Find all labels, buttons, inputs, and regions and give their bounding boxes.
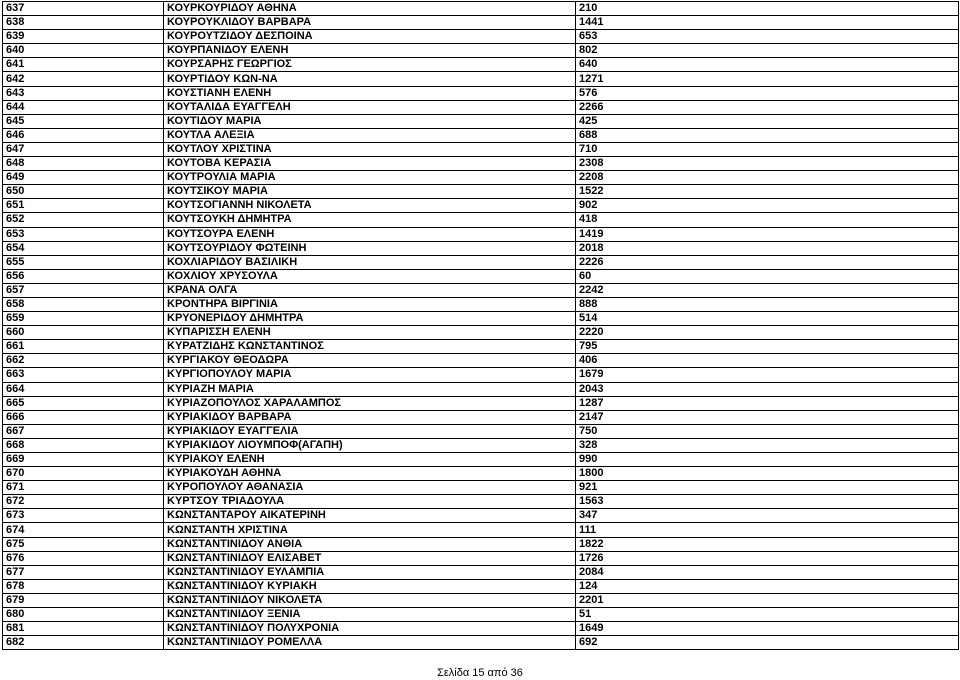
row-value-cell: 2147 bbox=[576, 410, 959, 424]
row-value-cell: 425 bbox=[576, 114, 959, 128]
table-row bbox=[3, 551, 959, 565]
row-value-cell: 1563 bbox=[576, 495, 959, 509]
row-name-cell: ΚΟΥΤΑΛΙΔΑ ΕΥΑΓΓΕΛΗ bbox=[164, 100, 576, 114]
row-number-cell: 682 bbox=[3, 636, 164, 650]
row-value-cell: 1679 bbox=[576, 368, 959, 382]
row-value-cell: 990 bbox=[576, 453, 959, 467]
row-value-cell: 210 bbox=[576, 2, 959, 16]
row-value-cell: 328 bbox=[576, 438, 959, 452]
row-value-cell: 406 bbox=[576, 354, 959, 368]
row-value-cell: 2308 bbox=[576, 157, 959, 171]
row-name-cell: ΚΩΝΣΤΑΝΤΙΝΙΔΟΥ ΞΕΝΙΑ bbox=[164, 608, 576, 622]
table-row bbox=[3, 579, 959, 593]
row-value-cell: 111 bbox=[576, 523, 959, 537]
row-value-cell: 51 bbox=[576, 608, 959, 622]
row-name-cell: ΚΟΥΤΛΑ ΑΛΕΞΙΑ bbox=[164, 128, 576, 142]
row-value-cell: 1726 bbox=[576, 551, 959, 565]
row-name-cell: ΚΥΡΑΤΖΙΔΗΣ ΚΩΝΣΤΑΝΤΙΝΟΣ bbox=[164, 340, 576, 354]
row-name-cell: ΚΡΟΝΤΗΡΑ ΒΙΡΓΙΝΙΑ bbox=[164, 297, 576, 311]
row-value-cell: 921 bbox=[576, 481, 959, 495]
table-row bbox=[3, 438, 959, 452]
row-number-cell: 663 bbox=[3, 368, 164, 382]
row-number-cell: 681 bbox=[3, 622, 164, 636]
row-name-cell: ΚΥΡΙΑΚΟΥΔΗ ΑΘΗΝΑ bbox=[164, 467, 576, 481]
row-number-cell: 672 bbox=[3, 495, 164, 509]
table-row bbox=[3, 453, 959, 467]
row-name-cell: ΚΟΥΤΣΟΥΚΗ ΔΗΜΗΤΡΑ bbox=[164, 213, 576, 227]
table-row bbox=[3, 86, 959, 100]
row-value-cell: 1649 bbox=[576, 622, 959, 636]
table-row bbox=[3, 636, 959, 650]
row-name-cell: ΚΥΡΙΑΚΙΔΟΥ ΛΙΟΥΜΠΟΦ(ΑΓΑΠΗ) bbox=[164, 438, 576, 452]
row-name-cell: ΚΟΥΤΣΟΓΙΑΝΝΗ ΝΙΚΟΛΕΤΑ bbox=[164, 199, 576, 213]
table-row bbox=[3, 241, 959, 255]
row-number-cell: 655 bbox=[3, 255, 164, 269]
row-value-cell: 1419 bbox=[576, 227, 959, 241]
row-name-cell: ΚΥΡΙΑΚΙΔΟΥ ΒΑΡΒΑΡΑ bbox=[164, 410, 576, 424]
row-value-cell: 888 bbox=[576, 297, 959, 311]
table-row bbox=[3, 213, 959, 227]
table-row bbox=[3, 157, 959, 171]
row-name-cell: ΚΟΥΣΤΙΑΝΗ ΕΛΕΝΗ bbox=[164, 86, 576, 100]
table-row bbox=[3, 185, 959, 199]
table-row bbox=[3, 368, 959, 382]
table-row bbox=[3, 340, 959, 354]
row-name-cell: ΚΟΥΡΟΥΚΛΙΔΟΥ ΒΑΡΒΑΡΑ bbox=[164, 16, 576, 30]
row-value-cell: 2201 bbox=[576, 593, 959, 607]
table-row bbox=[3, 326, 959, 340]
row-name-cell: ΚΟΥΡΚΟΥΡΙΔΟΥ ΑΘΗΝΑ bbox=[164, 2, 576, 16]
row-value-cell: 692 bbox=[576, 636, 959, 650]
row-name-cell: ΚΩΝΣΤΑΝΤΙΝΙΔΟΥ ΚΥΡΙΑΚΗ bbox=[164, 579, 576, 593]
row-name-cell: ΚΩΝΣΤΑΝΤΙΝΙΔΟΥ ΕΥΛΑΜΠΙΑ bbox=[164, 565, 576, 579]
row-number-cell: 661 bbox=[3, 340, 164, 354]
row-name-cell: ΚΩΝΣΤΑΝΤΑΡΟΥ ΑΙΚΑΤΕΡΙΝΗ bbox=[164, 509, 576, 523]
row-value-cell: 1271 bbox=[576, 72, 959, 86]
table-row bbox=[3, 523, 959, 537]
table-row bbox=[3, 269, 959, 283]
row-number-cell: 648 bbox=[3, 157, 164, 171]
table-row bbox=[3, 2, 959, 16]
row-name-cell: ΚΩΝΣΤΑΝΤΙΝΙΔΟΥ ΑΝΘΙΑ bbox=[164, 537, 576, 551]
table-row bbox=[3, 16, 959, 30]
row-name-cell: ΚΡΥΟΝΕΡΙΔΟΥ ΔΗΜΗΤΡΑ bbox=[164, 312, 576, 326]
row-number-cell: 651 bbox=[3, 199, 164, 213]
row-number-cell: 669 bbox=[3, 453, 164, 467]
row-number-cell: 673 bbox=[3, 509, 164, 523]
row-name-cell: ΚΩΝΣΤΑΝΤΙΝΙΔΟΥ ΠΟΛΥΧΡΟΝΙΑ bbox=[164, 622, 576, 636]
table-row bbox=[3, 58, 959, 72]
row-name-cell: ΚΟΥΤΙΔΟΥ ΜΑΡΙΑ bbox=[164, 114, 576, 128]
row-value-cell: 640 bbox=[576, 58, 959, 72]
row-number-cell: 650 bbox=[3, 185, 164, 199]
row-name-cell: ΚΟΥΤΡΟΥΛΙΑ ΜΑΡΙΑ bbox=[164, 171, 576, 185]
row-value-cell: 688 bbox=[576, 128, 959, 142]
row-name-cell: ΚΟΥΡΣΑΡΗΣ ΓΕΩΡΓΙΟΣ bbox=[164, 58, 576, 72]
row-name-cell: ΚΟΥΡΤΙΔΟΥ ΚΩΝ-ΝΑ bbox=[164, 72, 576, 86]
table-row bbox=[3, 283, 959, 297]
row-value-cell: 902 bbox=[576, 199, 959, 213]
table-row bbox=[3, 255, 959, 269]
row-value-cell: 2226 bbox=[576, 255, 959, 269]
row-name-cell: ΚΩΝΣΤΑΝΤΙΝΙΔΟΥ ΕΛΙΣΑΒΕΤ bbox=[164, 551, 576, 565]
table-row bbox=[3, 354, 959, 368]
row-value-cell: 2043 bbox=[576, 382, 959, 396]
row-value-cell: 347 bbox=[576, 509, 959, 523]
row-value-cell: 1287 bbox=[576, 396, 959, 410]
row-name-cell: ΚΩΝΣΤΑΝΤΗ ΧΡΙΣΤΙΝΑ bbox=[164, 523, 576, 537]
row-value-cell: 1822 bbox=[576, 537, 959, 551]
row-number-cell: 680 bbox=[3, 608, 164, 622]
row-name-cell: ΚΥΡΓΙΟΠΟΥΛΟΥ ΜΑΡΙΑ bbox=[164, 368, 576, 382]
row-number-cell: 667 bbox=[3, 424, 164, 438]
row-name-cell: ΚΟΥΤΣΟΥΡΙΔΟΥ ΦΩΤΕΙΝΗ bbox=[164, 241, 576, 255]
row-value-cell: 2084 bbox=[576, 565, 959, 579]
table-row bbox=[3, 396, 959, 410]
table-row bbox=[3, 312, 959, 326]
row-name-cell: ΚΥΠΑΡΙΣΣΗ ΕΛΕΝΗ bbox=[164, 326, 576, 340]
row-value-cell: 2266 bbox=[576, 100, 959, 114]
row-value-cell: 1800 bbox=[576, 467, 959, 481]
row-value-cell: 795 bbox=[576, 340, 959, 354]
row-number-cell: 643 bbox=[3, 86, 164, 100]
row-name-cell: ΚΟΥΤΟΒΑ ΚΕΡΑΣΙΑ bbox=[164, 157, 576, 171]
row-value-cell: 2018 bbox=[576, 241, 959, 255]
table-row bbox=[3, 481, 959, 495]
page-number: Σελίδα 15 από 36 bbox=[437, 667, 523, 679]
row-number-cell: 657 bbox=[3, 283, 164, 297]
row-number-cell: 671 bbox=[3, 481, 164, 495]
row-number-cell: 678 bbox=[3, 579, 164, 593]
row-value-cell: 750 bbox=[576, 424, 959, 438]
table-row bbox=[3, 114, 959, 128]
row-number-cell: 640 bbox=[3, 44, 164, 58]
row-value-cell: 653 bbox=[576, 30, 959, 44]
row-name-cell: ΚΟΥΡΠΑΝΙΔΟΥ ΕΛΕΝΗ bbox=[164, 44, 576, 58]
table-row bbox=[3, 128, 959, 142]
row-name-cell: ΚΥΡΙΑΖΗ ΜΑΡΙΑ bbox=[164, 382, 576, 396]
table-row bbox=[3, 495, 959, 509]
row-name-cell: ΚΟΧΛΙΑΡΙΔΟΥ ΒΑΣΙΛΙΚΗ bbox=[164, 255, 576, 269]
table-row bbox=[3, 72, 959, 86]
row-number-cell: 659 bbox=[3, 312, 164, 326]
table-row bbox=[3, 537, 959, 551]
row-name-cell: ΚΟΥΤΣΙΚΟΥ ΜΑΡΙΑ bbox=[164, 185, 576, 199]
row-name-cell: ΚΟΥΡΟΥΤΖΙΔΟΥ ΔΕΣΠΟΙΝΑ bbox=[164, 30, 576, 44]
row-number-cell: 644 bbox=[3, 100, 164, 114]
row-name-cell: ΚΡΑΝΑ ΟΛΓΑ bbox=[164, 283, 576, 297]
row-name-cell: ΚΥΡΓΙΑΚΟΥ ΘΕΟΔΩΡΑ bbox=[164, 354, 576, 368]
table-row bbox=[3, 100, 959, 114]
row-value-cell: 2208 bbox=[576, 171, 959, 185]
table-row bbox=[3, 297, 959, 311]
row-value-cell: 576 bbox=[576, 86, 959, 100]
row-number-cell: 675 bbox=[3, 537, 164, 551]
row-name-cell: ΚΩΝΣΤΑΝΤΙΝΙΔΟΥ ΡΟΜΕΛΛΑ bbox=[164, 636, 576, 650]
table-row bbox=[3, 382, 959, 396]
table-row bbox=[3, 509, 959, 523]
row-value-cell: 710 bbox=[576, 142, 959, 156]
row-number-cell: 662 bbox=[3, 354, 164, 368]
table-row bbox=[3, 227, 959, 241]
row-number-cell: 665 bbox=[3, 396, 164, 410]
row-value-cell: 124 bbox=[576, 579, 959, 593]
row-value-cell: 514 bbox=[576, 312, 959, 326]
table-row bbox=[3, 142, 959, 156]
row-value-cell: 802 bbox=[576, 44, 959, 58]
row-number-cell: 658 bbox=[3, 297, 164, 311]
row-name-cell: ΚΟΥΤΛΟΥ ΧΡΙΣΤΙΝΑ bbox=[164, 142, 576, 156]
row-number-cell: 647 bbox=[3, 142, 164, 156]
table-row bbox=[3, 44, 959, 58]
row-name-cell: ΚΥΡΤΣΟΥ ΤΡΙΑΔΟΥΛΑ bbox=[164, 495, 576, 509]
table-row bbox=[3, 171, 959, 185]
row-name-cell: ΚΥΡΙΑΖΟΠΟΥΛΟΣ ΧΑΡΑΛΑΜΠΟΣ bbox=[164, 396, 576, 410]
table-row bbox=[3, 608, 959, 622]
page-footer bbox=[0, 667, 960, 679]
row-name-cell: ΚΟΧΛΙΟΥ ΧΡΥΣΟΥΛΑ bbox=[164, 269, 576, 283]
row-name-cell: ΚΥΡΙΑΚΙΔΟΥ ΕΥΑΓΓΕΛΙΑ bbox=[164, 424, 576, 438]
row-number-cell: 670 bbox=[3, 467, 164, 481]
row-name-cell: ΚΩΝΣΤΑΝΤΙΝΙΔΟΥ ΝΙΚΟΛΕΤΑ bbox=[164, 593, 576, 607]
row-number-cell: 674 bbox=[3, 523, 164, 537]
row-value-cell: 1441 bbox=[576, 16, 959, 30]
row-number-cell: 641 bbox=[3, 58, 164, 72]
row-number-cell: 660 bbox=[3, 326, 164, 340]
row-value-cell: 60 bbox=[576, 269, 959, 283]
table-body bbox=[3, 2, 959, 650]
row-number-cell: 677 bbox=[3, 565, 164, 579]
table-row bbox=[3, 30, 959, 44]
table-row bbox=[3, 593, 959, 607]
row-number-cell: 637 bbox=[3, 2, 164, 16]
row-number-cell: 668 bbox=[3, 438, 164, 452]
row-number-cell: 639 bbox=[3, 30, 164, 44]
row-number-cell: 638 bbox=[3, 16, 164, 30]
row-number-cell: 656 bbox=[3, 269, 164, 283]
row-value-cell: 2242 bbox=[576, 283, 959, 297]
table-row bbox=[3, 410, 959, 424]
row-value-cell: 2220 bbox=[576, 326, 959, 340]
row-number-cell: 649 bbox=[3, 171, 164, 185]
row-value-cell: 418 bbox=[576, 213, 959, 227]
row-number-cell: 664 bbox=[3, 382, 164, 396]
row-number-cell: 646 bbox=[3, 128, 164, 142]
row-number-cell: 679 bbox=[3, 593, 164, 607]
row-number-cell: 652 bbox=[3, 213, 164, 227]
list-table bbox=[2, 1, 959, 650]
table-row bbox=[3, 424, 959, 438]
row-number-cell: 666 bbox=[3, 410, 164, 424]
row-number-cell: 653 bbox=[3, 227, 164, 241]
table-row bbox=[3, 622, 959, 636]
row-value-cell: 1522 bbox=[576, 185, 959, 199]
row-number-cell: 676 bbox=[3, 551, 164, 565]
table-row bbox=[3, 565, 959, 579]
row-name-cell: ΚΥΡΟΠΟΥΛΟΥ ΑΘΑΝΑΣΙΑ bbox=[164, 481, 576, 495]
table-row bbox=[3, 467, 959, 481]
row-name-cell: ΚΥΡΙΑΚΟΥ ΕΛΕΝΗ bbox=[164, 453, 576, 467]
row-number-cell: 642 bbox=[3, 72, 164, 86]
row-name-cell: ΚΟΥΤΣΟΥΡΑ ΕΛΕΝΗ bbox=[164, 227, 576, 241]
row-number-cell: 645 bbox=[3, 114, 164, 128]
table-row bbox=[3, 199, 959, 213]
row-number-cell: 654 bbox=[3, 241, 164, 255]
